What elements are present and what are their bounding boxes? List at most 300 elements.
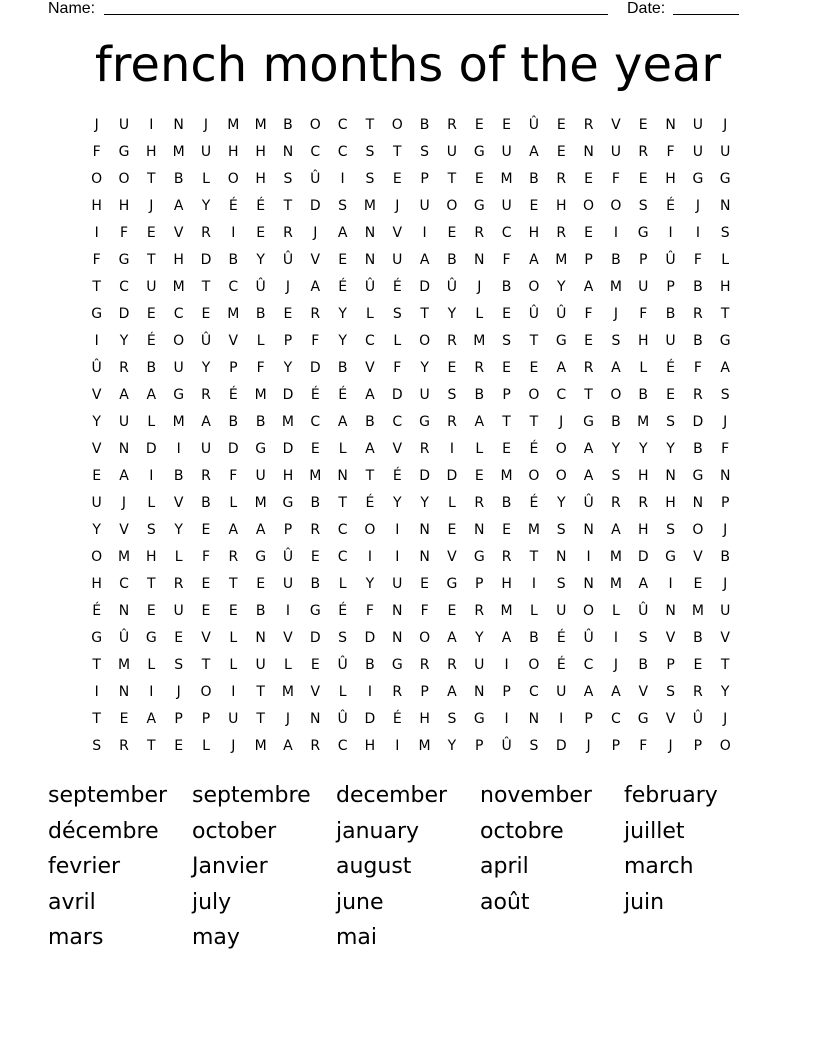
grid-letter[interactable]: L [475, 306, 484, 322]
grid-letter[interactable]: D [692, 414, 704, 430]
grid-letter[interactable]: B [611, 252, 621, 268]
grid-letter[interactable]: L [229, 630, 238, 646]
grid-letter[interactable]: C [119, 576, 129, 592]
grid-letter[interactable]: L [202, 171, 210, 187]
grid-letter[interactable]: R [474, 495, 485, 511]
grid-letter[interactable]: S [447, 711, 457, 727]
grid-letter[interactable]: D [364, 711, 376, 727]
grid-letter[interactable]: Y [447, 306, 457, 322]
grid-letter[interactable]: Û [282, 549, 294, 565]
grid-letter[interactable]: G [665, 549, 676, 565]
grid-letter[interactable]: S [666, 684, 675, 700]
grid-letter[interactable]: Y [392, 495, 402, 511]
grid-letter[interactable]: L [393, 333, 402, 349]
grid-letter[interactable]: T [584, 387, 593, 403]
grid-letter[interactable]: É [338, 603, 348, 619]
grid-letter[interactable]: G [391, 657, 403, 673]
grid-letter[interactable]: O [555, 441, 567, 457]
grid-letter[interactable]: L [256, 333, 265, 349]
grid-letter[interactable]: B [693, 630, 703, 646]
grid-letter[interactable]: Y [556, 279, 566, 295]
grid-letter[interactable]: R [447, 414, 457, 430]
grid-letter[interactable]: E [447, 603, 457, 619]
grid-letter[interactable]: G [419, 414, 431, 430]
grid-letter[interactable]: S [529, 738, 539, 754]
grid-letter[interactable]: I [395, 738, 400, 754]
grid-letter[interactable]: I [94, 684, 99, 700]
grid-letter[interactable]: V [310, 252, 321, 268]
grid-letter[interactable]: L [338, 441, 347, 457]
grid-letter[interactable]: T [447, 171, 457, 187]
grid-letter[interactable]: U [692, 144, 703, 160]
grid-letter[interactable]: V [665, 630, 676, 646]
grid-letter[interactable]: L [147, 657, 156, 673]
grid-letter[interactable]: É [529, 495, 539, 511]
grid-letter[interactable]: E [310, 657, 320, 673]
grid-letter[interactable]: T [92, 711, 101, 727]
grid-letter[interactable]: E [146, 603, 156, 619]
name-field-line[interactable] [104, 14, 608, 15]
grid-letter[interactable]: B [720, 549, 731, 565]
grid-letter[interactable]: B [173, 468, 184, 484]
grid-letter[interactable]: H [501, 576, 512, 592]
grid-letter[interactable]: O [610, 387, 622, 403]
grid-letter[interactable]: V [611, 117, 621, 133]
grid-letter[interactable]: V [173, 495, 184, 511]
grid-letter[interactable]: P [611, 738, 621, 754]
grid-letter[interactable]: S [338, 630, 348, 646]
grid-letter[interactable]: U [146, 279, 157, 295]
grid-letter[interactable]: J [285, 279, 291, 295]
grid-letter[interactable]: T [365, 117, 375, 133]
grid-letter[interactable]: N [665, 468, 676, 484]
grid-letter[interactable]: N [528, 711, 540, 727]
grid-letter[interactable]: S [365, 171, 375, 187]
grid-letter[interactable]: C [337, 522, 348, 538]
grid-letter[interactable]: N [118, 684, 130, 700]
date-field-line[interactable] [673, 14, 739, 15]
grid-letter[interactable]: E [447, 225, 457, 241]
grid-letter[interactable]: R [556, 225, 567, 241]
grid-letter[interactable]: I [586, 549, 591, 565]
grid-letter[interactable]: B [173, 171, 184, 187]
grid-letter[interactable]: J [613, 306, 618, 322]
grid-letter[interactable]: V [310, 684, 321, 700]
grid-letter[interactable]: J [477, 279, 482, 295]
grid-letter[interactable]: O [364, 522, 376, 538]
grid-letter[interactable]: F [256, 360, 265, 376]
grid-letter[interactable]: P [283, 522, 293, 538]
grid-letter[interactable]: Y [365, 576, 375, 592]
grid-letter[interactable]: H [665, 171, 676, 187]
grid-letter[interactable]: U [556, 603, 567, 619]
grid-letter[interactable]: I [422, 225, 427, 241]
grid-letter[interactable]: C [365, 333, 375, 349]
grid-letter[interactable]: N [392, 630, 403, 646]
grid-letter[interactable]: G [255, 549, 267, 565]
grid-letter[interactable]: P [475, 576, 484, 592]
grid-letter[interactable]: E [502, 117, 512, 133]
grid-letter[interactable]: M [227, 117, 240, 133]
grid-letter[interactable]: E [201, 576, 211, 592]
grid-letter[interactable]: J [176, 684, 181, 700]
grid-letter[interactable]: B [529, 630, 539, 646]
grid-letter[interactable]: B [228, 252, 239, 268]
grid-letter[interactable]: Y [720, 684, 730, 700]
grid-letter[interactable]: B [283, 117, 293, 133]
grid-letter[interactable]: J [723, 117, 728, 133]
grid-letter[interactable]: H [173, 252, 184, 268]
grid-letter[interactable]: N [364, 252, 376, 268]
grid-letter[interactable]: O [118, 171, 130, 187]
grid-letter[interactable]: A [119, 387, 129, 403]
grid-letter[interactable]: N [583, 144, 594, 160]
grid-letter[interactable]: L [338, 684, 347, 700]
grid-letter[interactable]: É [365, 495, 375, 511]
grid-letter[interactable]: M [254, 387, 267, 403]
grid-letter[interactable]: E [201, 603, 211, 619]
grid-letter[interactable]: U [228, 711, 239, 727]
grid-letter[interactable]: E [693, 657, 703, 673]
grid-letter[interactable]: M [172, 144, 185, 160]
grid-letter[interactable]: V [392, 225, 403, 241]
grid-letter[interactable]: B [146, 360, 157, 376]
grid-letter[interactable]: É [92, 603, 102, 619]
grid-letter[interactable]: J [285, 711, 291, 727]
grid-letter[interactable]: É [556, 657, 566, 673]
grid-letter[interactable]: I [340, 171, 345, 187]
grid-letter[interactable]: H [255, 144, 266, 160]
grid-letter[interactable]: T [283, 198, 293, 214]
grid-letter[interactable]: V [91, 387, 102, 403]
grid-letter[interactable]: Û [310, 171, 321, 187]
grid-letter[interactable]: B [419, 117, 430, 133]
grid-letter[interactable]: U [610, 144, 622, 160]
grid-letter[interactable]: M [309, 468, 322, 484]
grid-letter[interactable]: A [146, 711, 157, 727]
grid-letter[interactable]: T [720, 306, 730, 322]
grid-letter[interactable]: U [501, 198, 512, 214]
grid-letter[interactable]: P [584, 252, 593, 268]
grid-letter[interactable]: U [720, 603, 731, 619]
grid-letter[interactable]: U [692, 117, 703, 133]
grid-letter[interactable]: A [337, 414, 348, 430]
grid-letter[interactable]: D [282, 441, 294, 457]
grid-letter[interactable]: Y [119, 333, 129, 349]
grid-letter[interactable]: É [392, 711, 402, 727]
grid-letter[interactable]: H [118, 198, 130, 214]
grid-letter[interactable]: É [338, 279, 348, 295]
grid-letter[interactable]: R [392, 684, 403, 700]
grid-letter[interactable]: V [119, 522, 129, 538]
grid-letter[interactable]: M [254, 117, 267, 133]
grid-letter[interactable]: O [173, 333, 185, 349]
grid-letter[interactable]: D [637, 549, 649, 565]
grid-letter[interactable]: U [419, 198, 430, 214]
grid-letter[interactable]: O [419, 630, 431, 646]
grid-letter[interactable]: V [283, 630, 293, 646]
grid-letter[interactable]: M [691, 603, 704, 619]
grid-letter[interactable]: Û [692, 711, 703, 727]
grid-letter[interactable]: P [502, 684, 511, 700]
grid-letter[interactable]: G [309, 603, 321, 619]
grid-letter[interactable]: B [228, 414, 239, 430]
grid-letter[interactable]: A [611, 684, 621, 700]
grid-letter[interactable]: É [666, 198, 675, 214]
grid-letter[interactable]: G [255, 441, 267, 457]
grid-letter[interactable]: F [365, 603, 374, 619]
grid-letter[interactable]: F [311, 333, 320, 349]
grid-letter[interactable]: U [446, 144, 458, 160]
grid-letter[interactable]: F [639, 738, 648, 754]
grid-letter[interactable]: J [723, 414, 728, 430]
grid-letter[interactable]: P [475, 738, 484, 754]
grid-letter[interactable]: C [611, 711, 621, 727]
grid-letter[interactable]: I [285, 603, 291, 619]
grid-letter[interactable]: A [146, 387, 157, 403]
grid-letter[interactable]: Û [337, 657, 348, 673]
grid-letter[interactable]: B [201, 495, 211, 511]
grid-letter[interactable]: Y [666, 441, 675, 457]
grid-letter[interactable]: M [254, 738, 267, 754]
grid-letter[interactable]: H [91, 576, 102, 592]
grid-letter[interactable]: N [173, 117, 184, 133]
grid-letter[interactable]: I [231, 684, 236, 700]
grid-letter[interactable]: D [309, 198, 321, 214]
grid-letter[interactable]: R [638, 495, 649, 511]
grid-letter[interactable]: C [337, 117, 348, 133]
grid-letter[interactable]: M [117, 657, 131, 673]
grid-letter[interactable]: A [337, 225, 348, 241]
grid-letter[interactable]: É [392, 279, 402, 295]
grid-letter[interactable]: S [502, 333, 512, 349]
grid-letter[interactable]: G [118, 144, 130, 160]
grid-letter[interactable]: R [583, 360, 594, 376]
grid-letter[interactable]: R [501, 549, 512, 565]
grid-letter[interactable]: S [392, 306, 402, 322]
grid-letter[interactable]: L [530, 603, 538, 619]
grid-letter[interactable]: T [147, 738, 156, 754]
grid-letter[interactable]: R [228, 549, 239, 565]
grid-letter[interactable]: Û [446, 279, 458, 295]
grid-letter[interactable]: F [420, 603, 429, 619]
grid-letter[interactable]: J [668, 738, 673, 754]
grid-letter[interactable]: D [227, 441, 239, 457]
grid-letter[interactable]: G [473, 549, 485, 565]
grid-letter[interactable]: Y [201, 198, 211, 214]
grid-letter[interactable]: F [693, 360, 702, 376]
grid-letter[interactable]: S [447, 387, 457, 403]
grid-letter[interactable]: G [473, 198, 485, 214]
grid-letter[interactable]: E [529, 198, 539, 214]
grid-letter[interactable]: M [473, 333, 486, 349]
grid-letter[interactable]: T [365, 468, 375, 484]
grid-letter[interactable]: E [502, 360, 512, 376]
grid-letter[interactable]: B [611, 414, 621, 430]
grid-letter[interactable]: I [94, 225, 99, 241]
grid-letter[interactable]: P [174, 711, 183, 727]
grid-letter[interactable]: V [228, 333, 239, 349]
grid-letter[interactable]: E [529, 360, 539, 376]
grid-letter[interactable]: U [501, 144, 512, 160]
grid-letter[interactable]: N [419, 522, 430, 538]
grid-letter[interactable]: O [528, 657, 540, 673]
grid-letter[interactable]: Û [583, 630, 594, 646]
grid-letter[interactable]: É [228, 198, 238, 214]
grid-letter[interactable]: A [447, 684, 457, 700]
grid-letter[interactable]: R [310, 738, 321, 754]
grid-letter[interactable]: G [637, 225, 649, 241]
grid-letter[interactable]: G [473, 711, 485, 727]
grid-letter[interactable]: U [173, 603, 184, 619]
grid-letter[interactable]: Û [638, 603, 649, 619]
grid-letter[interactable]: C [173, 306, 184, 322]
grid-letter[interactable]: B [365, 657, 375, 673]
grid-letter[interactable]: T [256, 711, 265, 727]
grid-letter[interactable]: A [720, 360, 730, 376]
grid-letter[interactable]: F [721, 441, 730, 457]
grid-letter[interactable]: R [447, 333, 457, 349]
grid-letter[interactable]: V [91, 441, 102, 457]
grid-letter[interactable]: S [720, 225, 730, 241]
grid-letter[interactable]: T [201, 279, 211, 295]
grid-letter[interactable]: U [638, 279, 649, 295]
grid-letter[interactable]: S [174, 657, 184, 673]
grid-letter[interactable]: Y [556, 495, 566, 511]
grid-letter[interactable]: S [611, 333, 621, 349]
grid-letter[interactable]: Y [474, 630, 484, 646]
grid-letter[interactable]: E [556, 117, 566, 133]
grid-letter[interactable]: D [419, 468, 430, 484]
grid-letter[interactable]: R [474, 603, 485, 619]
grid-letter[interactable]: B [474, 387, 485, 403]
grid-letter[interactable]: T [147, 171, 156, 187]
grid-letter[interactable]: I [613, 225, 618, 241]
grid-letter[interactable]: H [637, 522, 649, 538]
grid-letter[interactable]: G [91, 306, 103, 322]
grid-letter[interactable]: T [392, 144, 402, 160]
grid-letter[interactable]: T [529, 333, 539, 349]
grid-letter[interactable]: R [447, 657, 457, 673]
grid-letter[interactable]: T [420, 306, 429, 322]
grid-letter[interactable]: E [338, 252, 348, 268]
grid-letter[interactable]: V [693, 549, 703, 565]
grid-letter[interactable]: S [666, 414, 675, 430]
grid-letter[interactable]: N [282, 144, 294, 160]
grid-letter[interactable]: Y [638, 441, 648, 457]
grid-letter[interactable]: B [529, 171, 539, 187]
grid-letter[interactable]: E [447, 522, 457, 538]
grid-letter[interactable]: A [638, 576, 649, 592]
grid-letter[interactable]: M [555, 252, 568, 268]
grid-letter[interactable]: C [337, 738, 348, 754]
grid-letter[interactable]: E [502, 522, 512, 538]
grid-letter[interactable]: S [283, 171, 293, 187]
grid-letter[interactable]: É [228, 387, 238, 403]
grid-letter[interactable]: B [337, 360, 348, 376]
grid-letter[interactable]: O [692, 522, 704, 538]
grid-letter[interactable]: T [502, 414, 511, 430]
grid-letter[interactable]: R [119, 738, 129, 754]
grid-letter[interactable]: R [638, 144, 649, 160]
grid-letter[interactable]: Û [665, 252, 676, 268]
grid-letter[interactable]: Û [364, 279, 376, 295]
grid-letter[interactable]: I [395, 522, 400, 538]
grid-letter[interactable]: V [173, 225, 184, 241]
grid-letter[interactable]: H [528, 225, 540, 241]
grid-letter[interactable]: M [227, 306, 240, 322]
grid-letter[interactable]: U [720, 144, 731, 160]
grid-letter[interactable]: T [529, 549, 539, 565]
grid-letter[interactable]: Û [337, 711, 348, 727]
grid-letter[interactable]: M [117, 549, 131, 565]
grid-letter[interactable]: C [392, 414, 403, 430]
grid-letter[interactable]: Û [200, 333, 212, 349]
grid-letter[interactable]: F [584, 306, 593, 322]
grid-letter[interactable]: C [119, 279, 129, 295]
grid-letter[interactable]: Û [583, 495, 594, 511]
grid-letter[interactable]: F [611, 171, 620, 187]
grid-letter[interactable]: B [310, 576, 321, 592]
grid-letter[interactable]: G [145, 630, 157, 646]
grid-letter[interactable]: Y [420, 495, 429, 511]
grid-letter[interactable]: O [528, 468, 540, 484]
grid-letter[interactable]: F [393, 360, 402, 376]
grid-letter[interactable]: V [392, 441, 403, 457]
grid-letter[interactable]: A [310, 279, 321, 295]
grid-letter[interactable]: M [281, 414, 294, 430]
grid-letter[interactable]: M [609, 549, 622, 565]
grid-letter[interactable]: R [447, 117, 457, 133]
grid-letter[interactable]: A [365, 387, 375, 403]
grid-letter[interactable]: R [419, 657, 430, 673]
grid-letter[interactable]: H [146, 549, 157, 565]
grid-letter[interactable]: A [529, 252, 539, 268]
grid-letter[interactable]: L [202, 738, 210, 754]
grid-letter[interactable]: R [693, 684, 703, 700]
grid-letter[interactable]: T [529, 414, 539, 430]
grid-letter[interactable]: Y [92, 414, 101, 430]
grid-letter[interactable]: J [613, 657, 618, 673]
grid-letter[interactable]: J [395, 198, 400, 214]
grid-letter[interactable]: U [200, 144, 212, 160]
grid-letter[interactable]: E [146, 225, 156, 241]
grid-letter[interactable]: H [419, 711, 430, 727]
grid-letter[interactable]: N [665, 603, 676, 619]
grid-letter[interactable]: N [665, 117, 676, 133]
grid-letter[interactable]: S [420, 144, 430, 160]
grid-letter[interactable]: A [583, 441, 594, 457]
grid-letter[interactable]: J [723, 576, 728, 592]
grid-letter[interactable]: L [611, 603, 620, 619]
grid-letter[interactable]: I [94, 333, 99, 349]
grid-letter[interactable]: E [584, 225, 593, 241]
grid-letter[interactable]: Y [338, 306, 347, 322]
grid-letter[interactable]: S [611, 468, 621, 484]
grid-letter[interactable]: U [419, 387, 430, 403]
grid-letter[interactable]: B [365, 414, 375, 430]
grid-letter[interactable]: M [609, 279, 622, 295]
grid-letter[interactable]: B [638, 387, 649, 403]
grid-letter[interactable]: I [695, 225, 700, 241]
grid-letter[interactable]: V [720, 630, 730, 646]
grid-letter[interactable]: N [310, 711, 321, 727]
grid-letter[interactable]: Y [420, 360, 429, 376]
grid-letter[interactable]: M [637, 414, 650, 430]
grid-letter[interactable]: H [637, 468, 649, 484]
grid-letter[interactable]: J [723, 522, 728, 538]
grid-letter[interactable]: O [391, 117, 403, 133]
